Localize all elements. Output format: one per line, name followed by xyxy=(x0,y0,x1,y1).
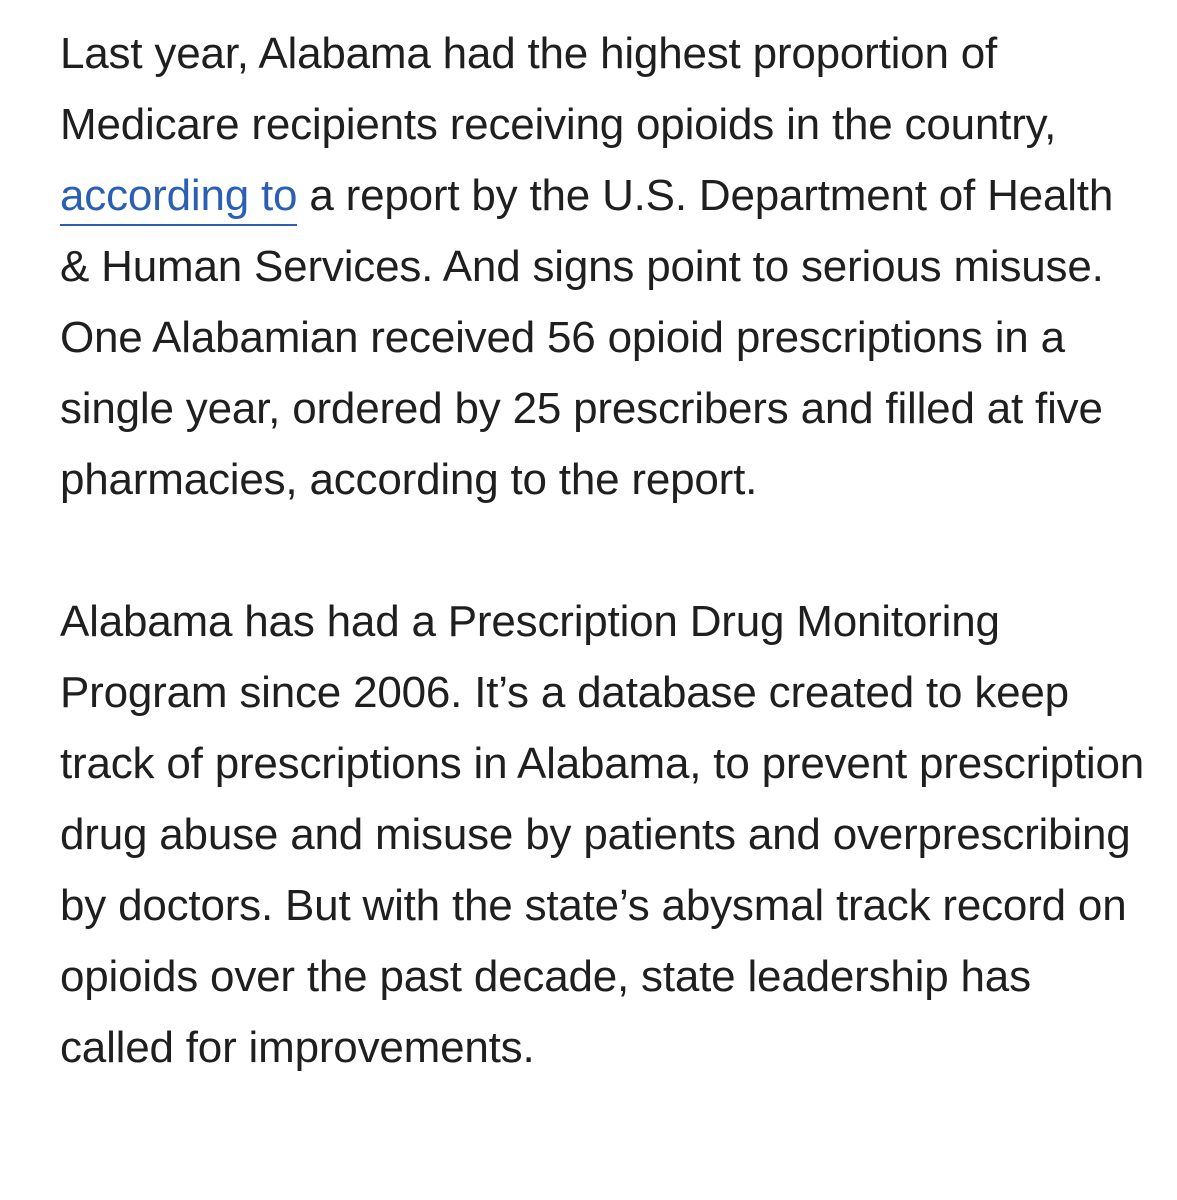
according-to-link[interactable]: according to xyxy=(60,171,297,226)
article-paragraph-2: Alabama has had a Prescription Drug Monitoring Program since 2006. It’s a database created to keep track of prescriptions in Alabama, to prevent prescription drug abuse and misuse by patients and overprescribing by doctors. But with the state’s abysmal track record on opioids over the past decade, state leadership has called for improvements. xyxy=(60,597,1145,1072)
article-paragraph-1 xyxy=(60,18,1145,515)
article-body xyxy=(60,18,1145,1083)
paragraph-1-text-after-link: a report by the U.S. Department of Health & Human Services. And signs point to serious misuse. One Alabamian received 56 opioid prescriptions in a single year, ordered by 25 prescribers and filled at five pharmacies, according to the report. xyxy=(60,171,1114,504)
paragraph-1-text-before-link: Last year, Alabama had the highest proportion of Medicare recipients receiving opioids in the country, xyxy=(60,29,1057,149)
